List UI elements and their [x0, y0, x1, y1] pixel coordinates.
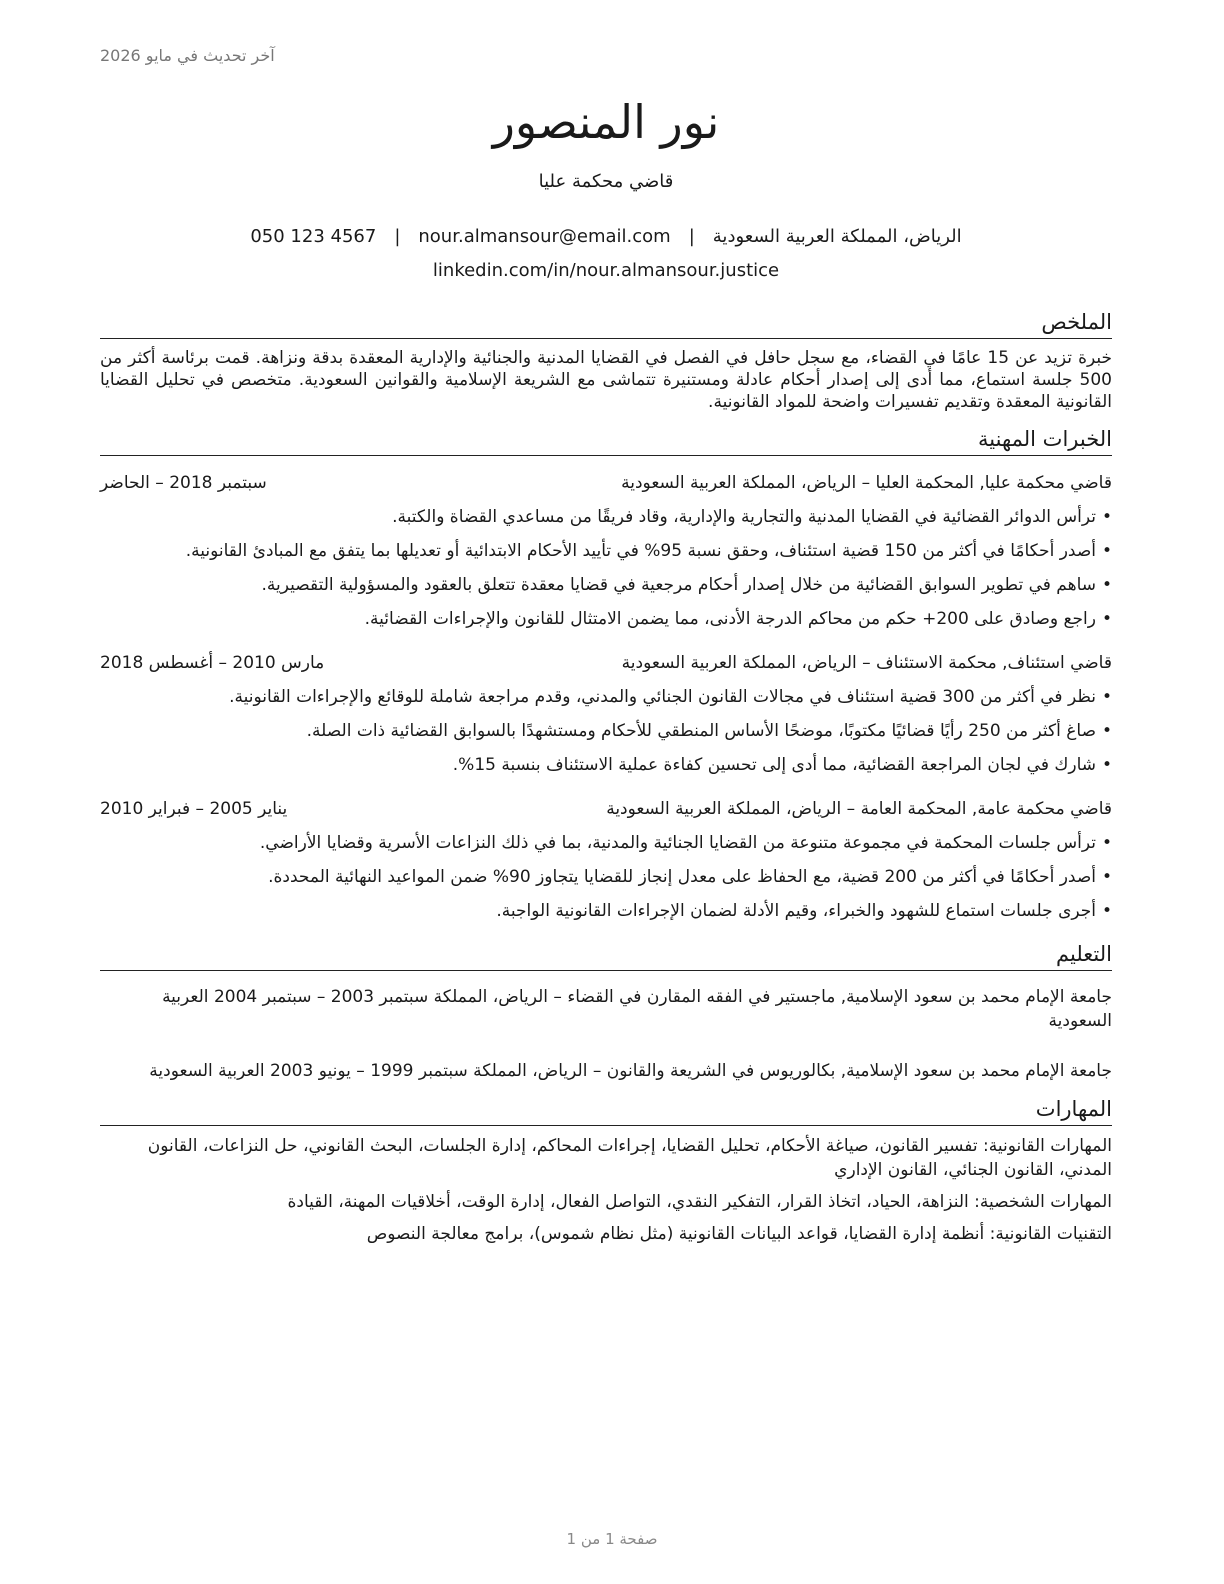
job-position: قاضي محكمة عامة, المحكمة العامة – الرياض، المملكة العربية السعودية — [606, 799, 1112, 819]
experience-heading: الخبرات المهنية — [100, 425, 1112, 456]
education-heading: التعليم — [100, 940, 1112, 971]
job-dates: سبتمبر 2018 – الحاضر — [100, 473, 267, 493]
job-entry — [100, 796, 1112, 928]
job-position: قاضي استئناف, محكمة الاستئناف – الرياض، المملكة العربية السعودية — [621, 653, 1112, 673]
resume-page — [100, 92, 1112, 1246]
job-header — [100, 470, 1112, 496]
skills-item: المهارات الشخصية: النزاهة، الحياد، اتخاذ القرار، التفكير النقدي، التواصل الفعال، إدارة الوقت، أخلاقيات المهنة، القيادة — [287, 1192, 1112, 1212]
job-header — [100, 796, 1112, 822]
contact-email[interactable]: nour.almansour@email.com — [418, 226, 671, 247]
contact-phone: 050 123 4567 — [250, 226, 377, 247]
contact-separator: | — [394, 226, 401, 247]
job-bullet: • أصدر أحكامًا في أكثر من 200 قضية، مع الحفاظ على معدل إنجاز للقضايا يتجاوز 90% ضمن المواعيد النهائية المحددة. — [100, 860, 1112, 894]
contact-location: الرياض، المملكة العربية السعودية — [712, 226, 962, 247]
contact-block — [100, 220, 1112, 288]
job-bullet: • نظر في أكثر من 300 قضية استئناف في مجالات القانون الجنائي والمدني، وقدم مراجعة شاملة للوقائع والإجراءات القانونية. — [100, 680, 1112, 714]
job-bullets — [100, 680, 1112, 782]
skills-item: المهارات القانونية: تفسير القانون، صياغة الأحكام، تحليل القضايا، إجراءات المحاكم، إدارة الجلسات، البحث القانوني، حل النزاعات، القانون المدني، القانون الجنائي، القانون الإداري — [147, 1136, 1112, 1180]
skills-heading: المهارات — [100, 1095, 1112, 1126]
candidate-name: نور المنصور — [492, 95, 720, 149]
job-dates: مارس 2010 – أغسطس 2018 — [100, 653, 325, 673]
contact-linkedin[interactable]: linkedin.com/in/nour.almansour.justice — [432, 260, 780, 281]
job-bullet: • ترأس الدوائر القضائية في القضايا المدنية والتجارية والإدارية، وقاد فريقًا من مساعدي القضاة والكتبة. — [100, 500, 1112, 534]
job-bullets — [100, 826, 1112, 928]
education-item: جامعة الإمام محمد بن سعود الإسلامية, ماجستير في الفقه المقارن في القضاء – الرياض، المملكة سبتمبر 2003 – سبتمبر 2004 العربية السعودية — [162, 987, 1112, 1031]
job-bullet: • ساهم في تطوير السوابق القضائية من خلال إصدار أحكام مرجعية في قضايا معقدة تتعلق بالعقود والمسؤولية التقصيرية. — [100, 568, 1112, 602]
job-entry — [100, 650, 1112, 782]
summary-text: خبرة تزيد عن 15 عامًا في القضاء، مع سجل حافل في الفصل في القضايا المدنية والجنائية والإدارية المعقدة بدقة ونزاهة. قمت برئاسة أكثر من 500 جلسة استماع، مما أدى إلى إصدار أحكام عادلة ومستنيرة تتماشى مع الشريعة الإسلامية والقوانين السعودية. متخصص في تحليل القضايا القانونية المعقدة وتقديم تفسيرات واضحة للمواد القانونية. — [100, 348, 1113, 412]
contact-row — [100, 254, 1112, 288]
candidate-title: قاضي محكمة عليا — [538, 171, 674, 192]
contact-separator: | — [688, 226, 695, 247]
skills-item: التقنيات القانونية: أنظمة إدارة القضايا، قواعد البيانات القانونية (مثل نظام شموس)، برامج معالجة النصوص — [366, 1224, 1112, 1244]
job-bullets — [100, 500, 1112, 636]
summary-heading: الملخص — [100, 308, 1112, 339]
job-position: قاضي محكمة عليا, المحكمة العليا – الرياض، المملكة العربية السعودية — [621, 473, 1112, 493]
last-updated: آخر تحديث في مايو 2026 — [100, 46, 275, 65]
job-bullet: • ترأس جلسات المحكمة في مجموعة متنوعة من القضايا الجنائية والمدنية، بما في ذلك النزاعات الأسرية وقضايا الأراضي. — [100, 826, 1112, 860]
job-dates: يناير 2005 – فبراير 2010 — [100, 799, 288, 819]
education-item: جامعة الإمام محمد بن سعود الإسلامية, بكالوريوس في الشريعة والقانون – الرياض، المملكة سبتمبر 1999 – يونيو 2003 العربية السعودية — [149, 1061, 1112, 1081]
job-bullet: • شارك في لجان المراجعة القضائية، مما أدى إلى تحسين كفاءة عملية الاستئناف بنسبة 15%. — [100, 748, 1112, 782]
job-bullet: • أجرى جلسات استماع للشهود والخبراء، وقيم الأدلة لضمان الإجراءات القانونية الواجبة. — [100, 894, 1112, 928]
job-header — [100, 650, 1112, 676]
contact-row — [100, 220, 1112, 254]
job-bullet: • صاغ أكثر من 250 رأيًا قضائيًا مكتوبًا، موضحًا الأساس المنطقي للأحكام ومستشهدًا بالسوابق القضائية ذات الصلة. — [100, 714, 1112, 748]
job-bullet: • راجع وصادق على 200+ حكم من محاكم الدرجة الأدنى، مما يضمن الامتثال للقانون والإجراءات القضائية. — [100, 602, 1112, 636]
job-bullet: • أصدر أحكامًا في أكثر من 150 قضية استئناف، وحقق نسبة 95% في تأييد الأحكام الابتدائية أو تعديلها بما يتفق مع المبادئ القانونية. — [100, 534, 1112, 568]
page-number: صفحة 1 من 1 — [566, 1530, 658, 1548]
job-entry — [100, 470, 1112, 636]
